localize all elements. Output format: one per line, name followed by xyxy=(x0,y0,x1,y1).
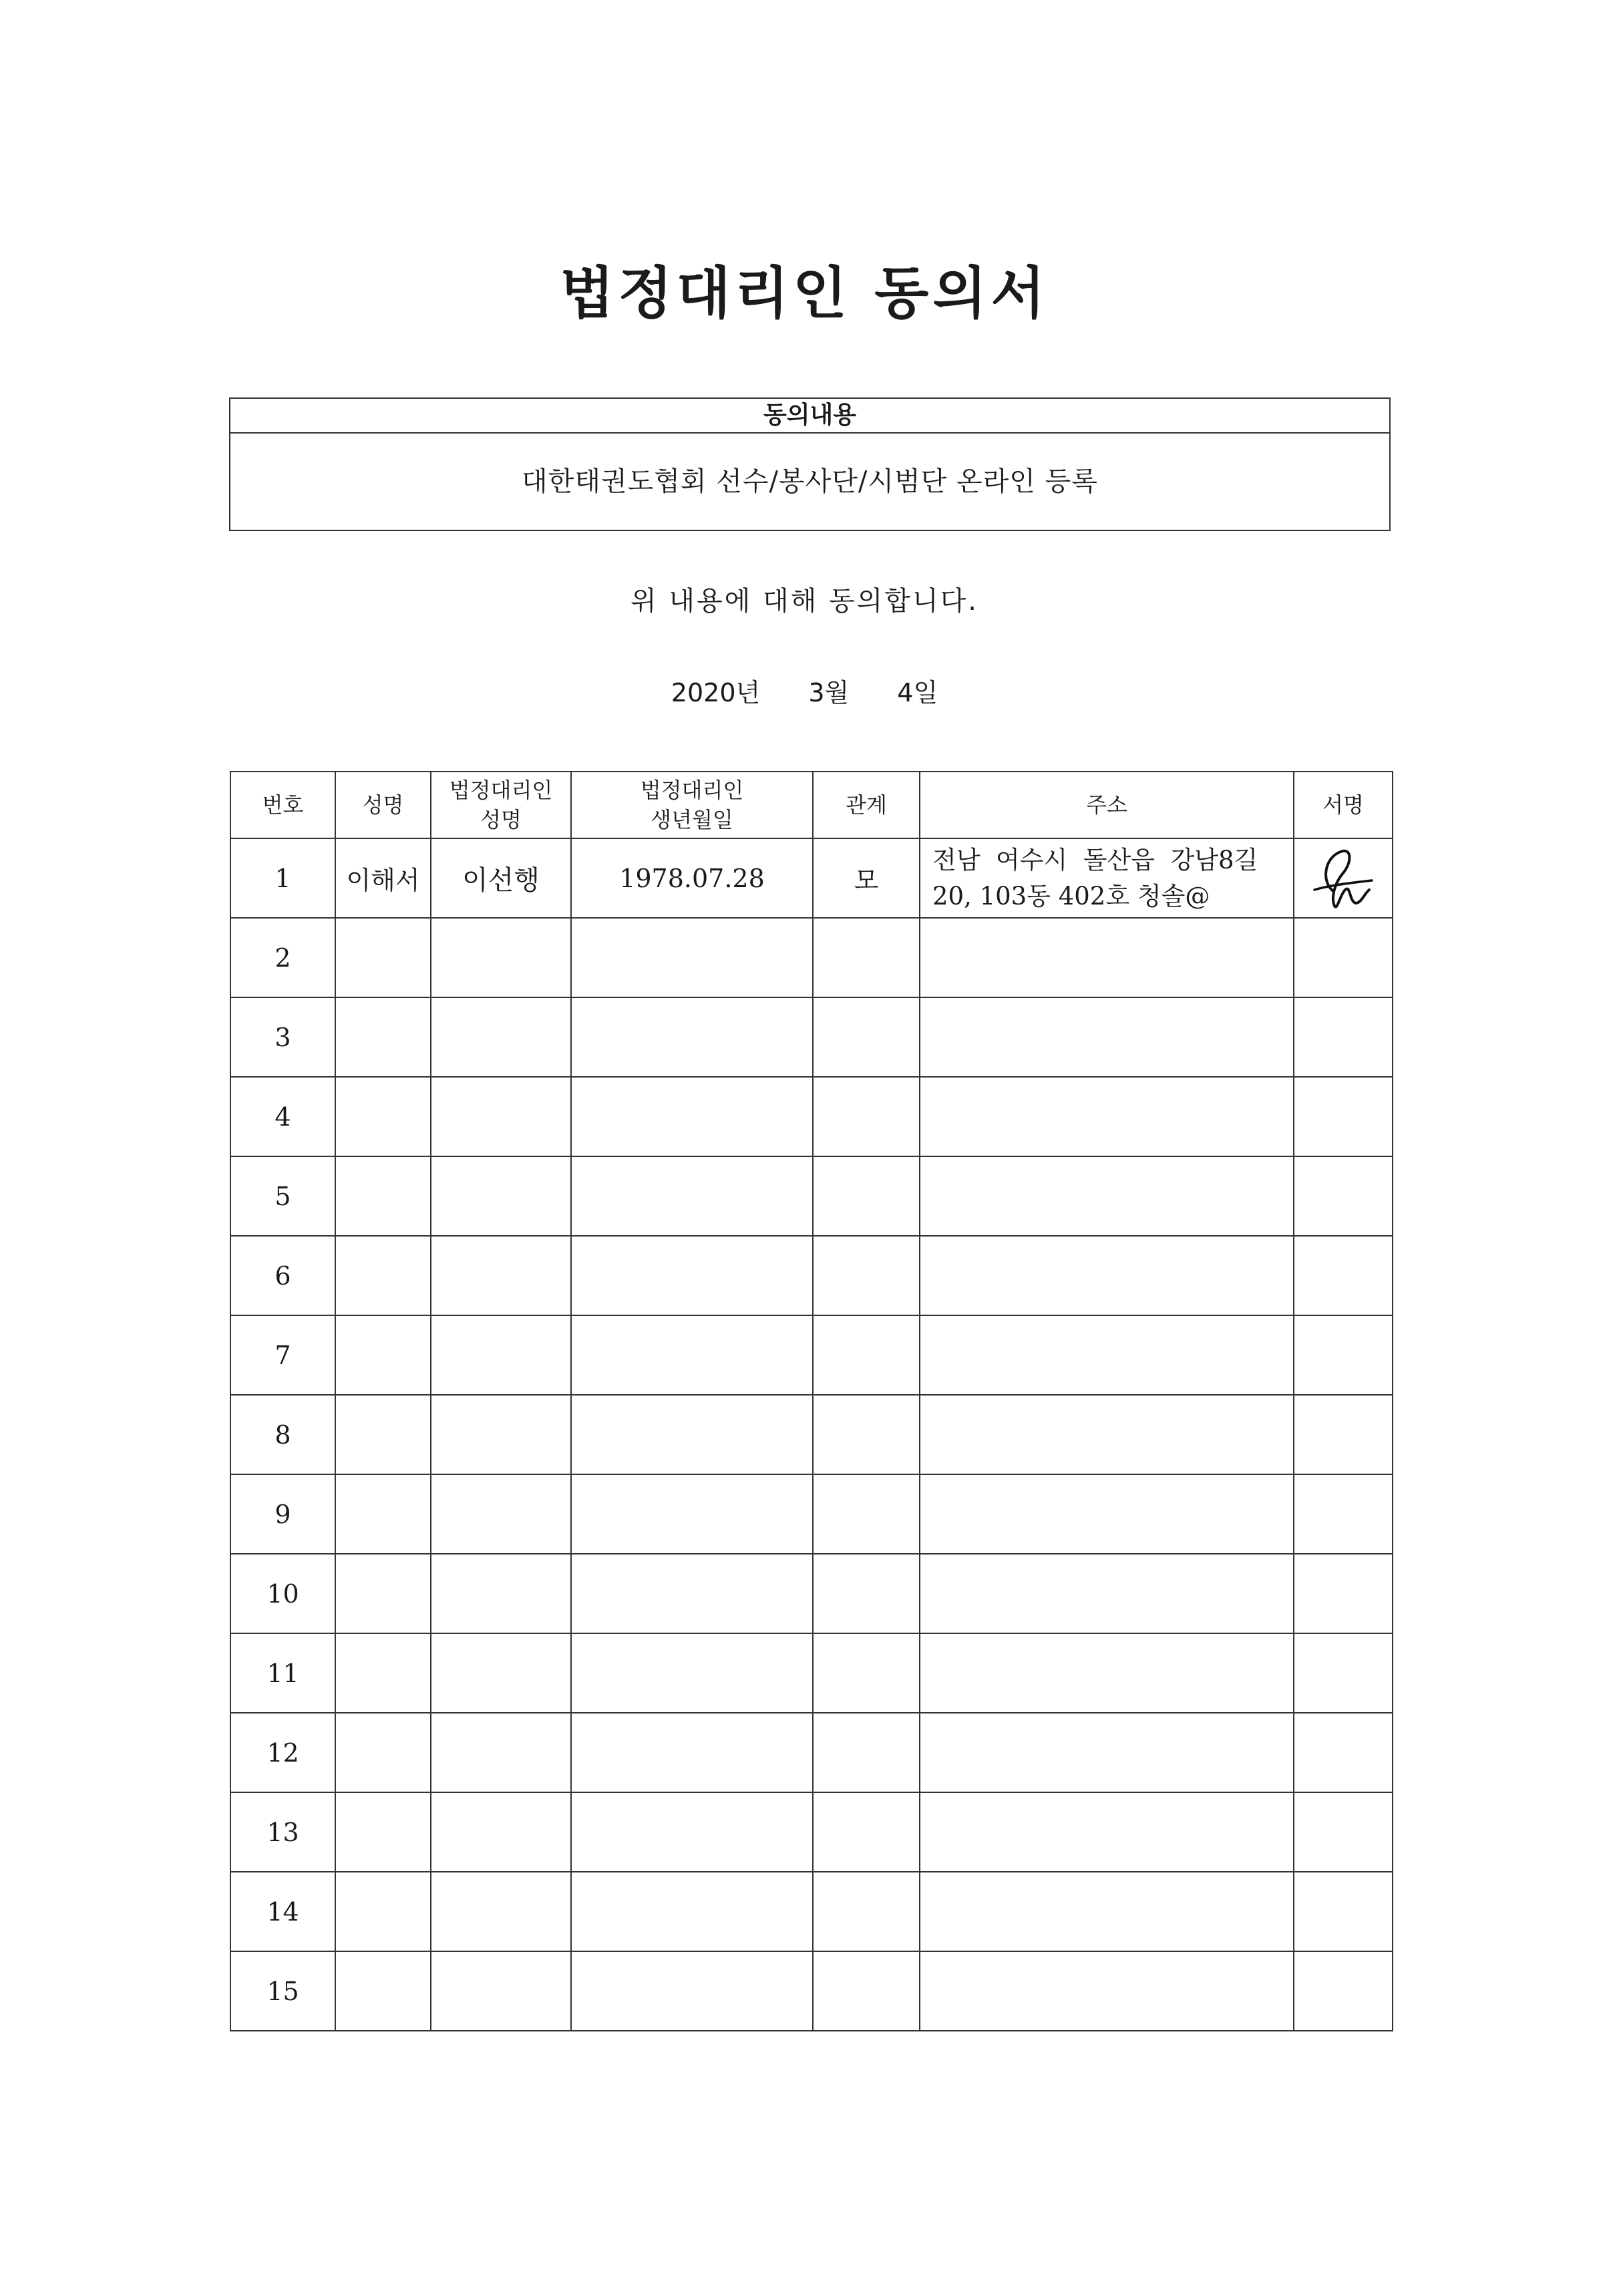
table-row xyxy=(230,1156,1393,1236)
cell-signature xyxy=(1294,1872,1393,1951)
cell-guardian-birth xyxy=(571,1236,813,1315)
cell-name xyxy=(335,1156,431,1236)
header-guardian-birth-line2: 생년월일 xyxy=(651,807,733,832)
cell-signature xyxy=(1294,1713,1393,1792)
cell-signature xyxy=(1294,1554,1393,1633)
cell-guardian-name xyxy=(431,1554,571,1633)
cell-signature xyxy=(1294,918,1393,997)
header-name: 성명 xyxy=(335,772,431,838)
document-title: 법정대리인 동의서 xyxy=(560,261,1049,326)
cell-guardian-name xyxy=(431,1315,571,1395)
cell-no: 8 xyxy=(230,1395,335,1474)
cell-no: 13 xyxy=(230,1792,335,1872)
cell-relation xyxy=(813,1156,920,1236)
cell-address xyxy=(920,838,1294,918)
cell-name: 이해서 xyxy=(335,838,431,918)
table-row xyxy=(230,1792,1393,1872)
table-row xyxy=(230,1236,1393,1315)
cell-address xyxy=(920,1713,1294,1792)
table-row xyxy=(230,1395,1393,1474)
cell-address xyxy=(920,997,1294,1077)
consent-content: 대한태권도협회 선수/봉사단/시범단 온라인 등록 xyxy=(522,466,1098,497)
header-relation: 관계 xyxy=(813,772,920,838)
address-line2: 20, 103동 402호 청솔@ xyxy=(932,881,1210,911)
cell-guardian-name xyxy=(431,1156,571,1236)
cell-no: 4 xyxy=(230,1077,335,1156)
cell-address xyxy=(920,1633,1294,1713)
cell-guardian-birth xyxy=(571,997,813,1077)
cell-no: 15 xyxy=(230,1951,335,2031)
cell-signature xyxy=(1294,1792,1393,1872)
cell-relation xyxy=(813,1554,920,1633)
cell-guardian-name xyxy=(431,1474,571,1554)
cell-relation xyxy=(813,997,920,1077)
cell-name xyxy=(335,1474,431,1554)
cell-guardian-name: 이선행 xyxy=(431,838,571,918)
cell-relation xyxy=(813,1872,920,1951)
cell-relation xyxy=(813,1792,920,1872)
cell-name xyxy=(335,1077,431,1156)
cell-guardian-birth xyxy=(571,1474,813,1554)
header-guardian-birth xyxy=(571,772,813,838)
header-no: 번호 xyxy=(230,772,335,838)
cell-guardian-name xyxy=(431,1633,571,1713)
cell-no: 7 xyxy=(230,1315,335,1395)
date-month: 3월 xyxy=(808,678,850,707)
cell-address xyxy=(920,1951,1294,2031)
cell-name xyxy=(335,1792,431,1872)
table-row xyxy=(230,838,1393,918)
cell-signature xyxy=(1294,1077,1393,1156)
cell-name xyxy=(335,1236,431,1315)
header-signature: 서명 xyxy=(1294,772,1393,838)
cell-name xyxy=(335,1395,431,1474)
table-row xyxy=(230,997,1393,1077)
date-line xyxy=(0,672,1609,709)
cell-name xyxy=(335,918,431,997)
table-row xyxy=(230,1713,1393,1792)
cell-guardian-birth xyxy=(571,1872,813,1951)
date-day: 4일 xyxy=(897,678,938,707)
table-row xyxy=(230,1554,1393,1633)
cell-signature xyxy=(1294,1395,1393,1474)
cell-address xyxy=(920,1792,1294,1872)
cell-address xyxy=(920,1315,1294,1395)
cell-relation xyxy=(813,1315,920,1395)
address-line1: 전남 여수시 돌산읍 강남8길 xyxy=(932,845,1258,874)
cell-no: 12 xyxy=(230,1713,335,1792)
table-row xyxy=(230,1633,1393,1713)
cell-signature xyxy=(1294,1156,1393,1236)
cell-signature xyxy=(1294,1315,1393,1395)
cell-guardian-birth xyxy=(571,1156,813,1236)
cell-signature xyxy=(1294,838,1393,918)
registration-table xyxy=(230,771,1393,2031)
cell-guardian-birth xyxy=(571,1951,813,2031)
cell-no: 9 xyxy=(230,1474,335,1554)
cell-address xyxy=(920,1474,1294,1554)
cell-guardian-name xyxy=(431,1713,571,1792)
cell-address xyxy=(920,1236,1294,1315)
cell-address xyxy=(920,1156,1294,1236)
cell-guardian-name xyxy=(431,1872,571,1951)
cell-no: 1 xyxy=(230,838,335,918)
cell-guardian-birth xyxy=(571,1713,813,1792)
cell-no: 14 xyxy=(230,1872,335,1951)
cell-name xyxy=(335,1713,431,1792)
cell-relation xyxy=(813,1395,920,1474)
cell-guardian-birth xyxy=(571,1792,813,1872)
table-row xyxy=(230,1315,1393,1395)
cell-address xyxy=(920,1872,1294,1951)
cell-guardian-name xyxy=(431,1236,571,1315)
cell-signature xyxy=(1294,1236,1393,1315)
cell-no: 2 xyxy=(230,918,335,997)
cell-name xyxy=(335,1872,431,1951)
cell-signature xyxy=(1294,1633,1393,1713)
cell-name xyxy=(335,997,431,1077)
header-guardian-name-line1: 법정대리인 xyxy=(449,778,553,803)
table-row xyxy=(230,1474,1393,1554)
cell-no: 5 xyxy=(230,1156,335,1236)
cell-no: 6 xyxy=(230,1236,335,1315)
cell-signature xyxy=(1294,1951,1393,2031)
cell-address xyxy=(920,1554,1294,1633)
cell-relation xyxy=(813,1474,920,1554)
header-guardian-birth-line1: 법정대리인 xyxy=(640,778,744,803)
cell-guardian-name xyxy=(431,1792,571,1872)
cell-signature xyxy=(1294,1474,1393,1554)
table-row xyxy=(230,918,1393,997)
cell-guardian-birth xyxy=(571,1395,813,1474)
cell-guardian-birth xyxy=(571,918,813,997)
cell-guardian-name xyxy=(431,997,571,1077)
cell-address xyxy=(920,1395,1294,1474)
cell-relation xyxy=(813,1951,920,2031)
cell-guardian-name xyxy=(431,1077,571,1156)
cell-no: 10 xyxy=(230,1554,335,1633)
cell-relation: 모 xyxy=(813,838,920,918)
cell-guardian-birth xyxy=(571,1077,813,1156)
cell-guardian-birth xyxy=(571,1554,813,1633)
cell-guardian-name xyxy=(431,918,571,997)
consent-box xyxy=(229,397,1391,531)
cell-name xyxy=(335,1315,431,1395)
header-address: 주소 xyxy=(920,772,1294,838)
consent-header: 동의내용 xyxy=(230,399,1389,434)
handwritten-signature xyxy=(1308,842,1381,915)
cell-no: 11 xyxy=(230,1633,335,1713)
header-guardian-name xyxy=(431,772,571,838)
table-row xyxy=(230,1951,1393,2031)
table-row xyxy=(230,1077,1393,1156)
date-year: 2020년 xyxy=(671,678,761,707)
agreement-statement: 위 내용에 대해 동의합니다. xyxy=(631,586,978,617)
table-row xyxy=(230,1872,1393,1951)
cell-guardian-name xyxy=(431,1951,571,2031)
cell-relation xyxy=(813,1236,920,1315)
cell-name xyxy=(335,1633,431,1713)
cell-guardian-birth xyxy=(571,1633,813,1713)
cell-relation xyxy=(813,1633,920,1713)
cell-guardian-birth: 1978.07.28 xyxy=(571,838,813,918)
cell-guardian-name xyxy=(431,1395,571,1474)
cell-guardian-birth xyxy=(571,1315,813,1395)
cell-relation xyxy=(813,1077,920,1156)
cell-relation xyxy=(813,1713,920,1792)
table-header-row xyxy=(230,772,1393,838)
cell-name xyxy=(335,1554,431,1633)
cell-name xyxy=(335,1951,431,2031)
cell-address xyxy=(920,1077,1294,1156)
cell-signature xyxy=(1294,997,1393,1077)
header-guardian-name-line2: 성명 xyxy=(480,807,522,832)
cell-no: 3 xyxy=(230,997,335,1077)
cell-address xyxy=(920,918,1294,997)
table-body xyxy=(230,838,1393,2031)
cell-relation xyxy=(813,918,920,997)
